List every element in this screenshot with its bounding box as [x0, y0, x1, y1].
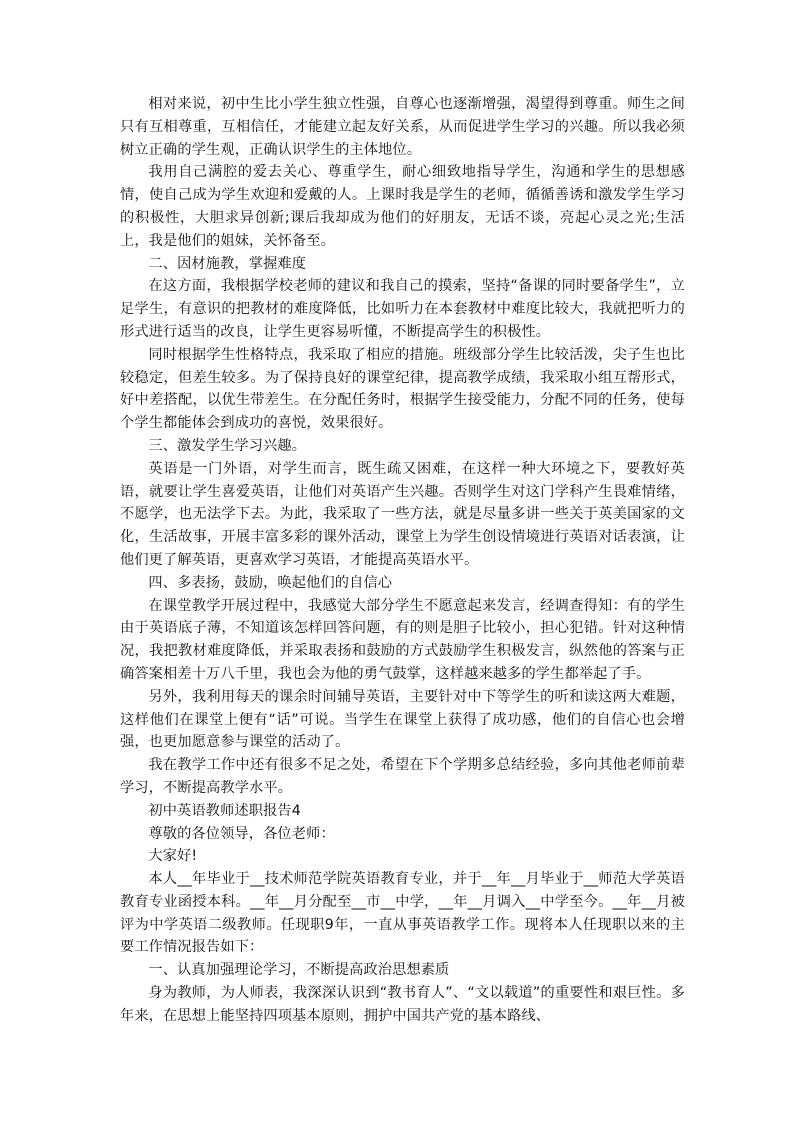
section-heading: 二、因材施教，掌握难度: [148, 255, 307, 272]
report-title: 初中英语教师述职报告4: [148, 802, 301, 819]
paragraph: 英语是一门外语，对学生而言，既生疏又困难，在这样一种大环境之下，要教好英语，就要让学生喜爱英语，让他们对英语产生兴趣。否则学生对这门学科产生畏难情绪，不愿学，也无法学下去。为此，我采取了一些方法，就是尽量多讲一些关于英美国家的文化，生活故事，开展丰富多彩的课外活动，课堂上为学生创设情境进行英语对话表演，让他们更了解英语，更喜欢学习英语，才能提高英语水平。: [120, 460, 685, 568]
paragraph: 同时根据学生性格特点，我采取了相应的措施。班级部分学生比较活泼，尖子生也比较稳定，但差生较多。为了保持良好的课堂纪律，提高教学成绩，我采取小组互帮形式，好中差搭配，以优生带差生。在分配任务时，根据学生接受能力，分配不同的任务，使每个学生都能体会到成功的喜悦，效果很好。: [120, 346, 685, 432]
section-heading: 四、多表扬，鼓励，唤起他们的自信心: [148, 574, 393, 591]
greeting: 大家好!: [148, 848, 198, 865]
section-heading: 一、认真加强理论学习，不断提高政治思想素质: [148, 962, 450, 979]
paragraph: 我用自己满腔的爱去关心、尊重学生，耐心细致地指导学生，沟通和学生的思想感情，使自己成为学生欢迎和爱戴的人。上课时我是学生的老师，循循善诱和激发学生学习的积极性，大胆求异创新;课后我却成为他们的好朋友，无话不谈，亮起心灵之光;生活上，我是他们的姐妹，关怀备至。: [120, 164, 685, 249]
paragraph: 另外，我利用每天的课余时间辅导英语，主要针对中下等学生的听和读这两大难题，这样他们在课堂上便有“话”可说。当学生在课堂上获得了成功感，他们的自信心也会增强，也更加愿意参与课堂的活动了。: [120, 688, 685, 751]
paragraph: 在这方面，我根据学校老师的建议和我自己的摸索，坚持“备课的同时要备学生”，立足学生，有意识的把教材的难度降低，比如听力在本套教材中难度比较大，我就把听力的形式进行适当的改良，让学生更容易听懂，不断提高学生的积极性。: [120, 278, 685, 340]
paragraph: 身为教师，为人师表，我深深认识到“教书育人”、“文以载道”的重要性和艰巨性。多年来，在思想上能坚持四项基本原则，拥护中国共产党的基本路线、: [120, 985, 685, 1024]
section-heading: 三、激发学生学习兴趣。: [148, 437, 307, 454]
paragraph: 相对来说，初中生比小学生独立性强，自尊心也逐渐增强，渴望得到尊重。师生之间只有互相尊重，互相信任，才能建立起友好关系，从而促进学生学习的兴趣。所以我必须树立正确的学生观，正确认识学生的主体地位。: [120, 96, 685, 158]
paragraph: 本人__年毕业于__技术师范学院英语教育专业，并于__年__月毕业于__师范大学英语教育专业函授本科。__年__月分配至__市__中学，__年__月调入__中学至今。__年__月被评为中学英语二级教师。任现职9年，一直从事英语教学工作。现将本人任现职以来的主要工作情况报告如下：: [120, 871, 685, 956]
document-page: [120, 93, 685, 1028]
salutation: 尊敬的各位领导，各位老师：: [148, 825, 335, 842]
paragraph: 在课堂教学开展过程中，我感觉大部分学生不愿意起来发言，经调查得知：有的学生由于英语底子薄，不知道该怎样回答问题，有的则是胆子比较小，担心犯错。针对这种情况，我把教材难度降低，并采取表扬和鼓励的方式鼓励学生积极发言，纵然他的答案与正确答案相差十万八千里，我也会为他的勇气鼓掌，这样越来越多的学生都举起了手。: [120, 597, 685, 682]
paragraph: 我在教学工作中还有很多不足之处，希望在下个学期多总结经验，多向其他老师前辈学习，不断提高教学水平。: [120, 757, 685, 796]
